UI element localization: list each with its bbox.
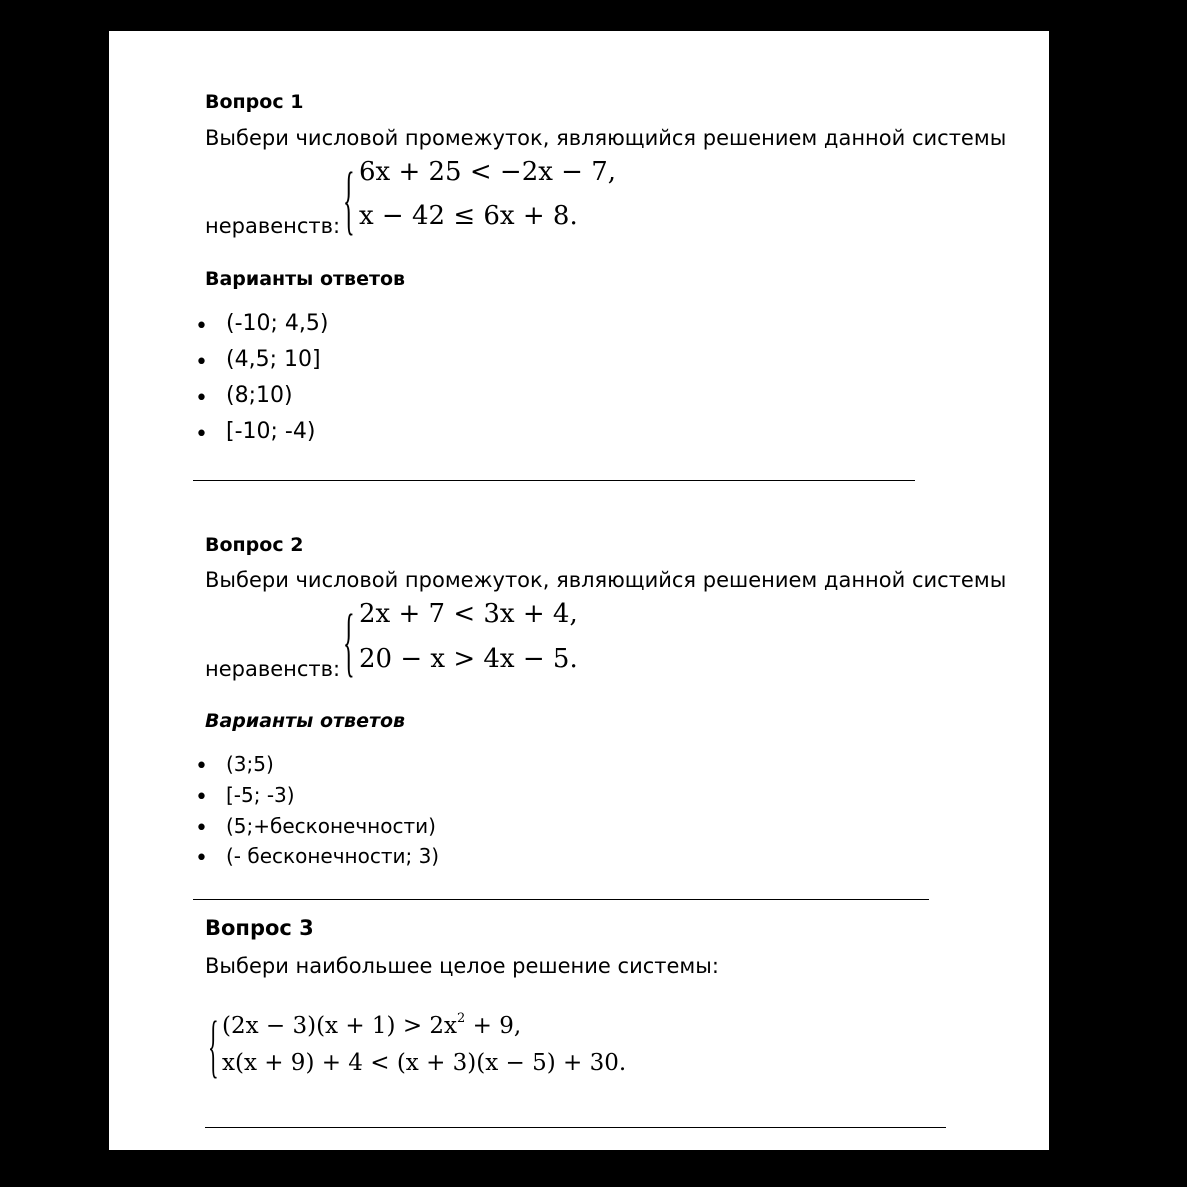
bullet: •: [195, 785, 208, 810]
bullet: •: [195, 846, 208, 871]
question-2-variants-label: Варианты ответов: [205, 710, 406, 732]
question-1-prompt: Выбери числовой промежуток, являющийся решением данной системы: [205, 126, 1007, 150]
question-2-inequality-2: 20 − x > 4x − 5.: [359, 644, 578, 674]
question-2-option-1[interactable]: (3;5): [226, 752, 274, 776]
question-2-prompt: Выбери числовой промежуток, являющийся решением данной системы: [205, 568, 1007, 592]
bullet: •: [195, 350, 208, 375]
bullet: •: [195, 754, 208, 779]
question-3-exponent: 2: [457, 1011, 466, 1026]
question-1-option-4[interactable]: [-10; -4): [226, 419, 316, 444]
question-2-suffix: неравенств:: [205, 657, 341, 681]
question-1-option-3[interactable]: (8;10): [226, 383, 293, 408]
question-3-prompt: Выбери наибольшее целое решение системы:: [205, 954, 719, 978]
bullet: •: [195, 422, 208, 447]
question-2-option-3[interactable]: (5;+бесконечности): [226, 814, 436, 838]
bullet: •: [195, 314, 208, 339]
question-1-inequality-2: x − 42 ≤ 6x + 8.: [359, 201, 578, 231]
question-2-option-2[interactable]: [-5; -3): [226, 783, 295, 807]
question-3-brace: {: [208, 1005, 219, 1085]
divider: [193, 899, 929, 900]
divider: [193, 480, 915, 481]
question-1-brace: {: [343, 156, 355, 243]
question-2-title: Вопрос 2: [205, 534, 304, 556]
divider: [205, 1127, 946, 1128]
question-1-inequality-1: 6x + 25 < −2x − 7,: [359, 157, 617, 187]
document-page: [109, 31, 1049, 1150]
question-3-inequality-1: [222, 1011, 521, 1039]
question-1-option-2[interactable]: (4,5; 10]: [226, 347, 321, 372]
question-1-option-1[interactable]: (-10; 4,5): [226, 311, 329, 336]
question-3-title: Вопрос 3: [205, 916, 314, 940]
question-3-inequality-2: x(x + 9) + 4 < (x + 3)(x − 5) + 30.: [222, 1050, 627, 1076]
question-2-inequality-1: 2x + 7 < 3x + 4,: [359, 599, 578, 629]
question-2-brace: {: [343, 598, 355, 685]
bullet: •: [195, 386, 208, 411]
question-3-inequality-1-tail: + 9,: [465, 1013, 522, 1039]
question-2-option-4[interactable]: (- бесконечности; 3): [226, 844, 440, 868]
question-1-title: Вопрос 1: [205, 91, 304, 113]
question-1-variants-label: Варианты ответов: [205, 268, 406, 290]
bullet: •: [195, 816, 208, 841]
question-3-inequality-1-main: (2x − 3)(x + 1) > 2x: [222, 1013, 458, 1039]
question-1-suffix: неравенств:: [205, 214, 341, 238]
